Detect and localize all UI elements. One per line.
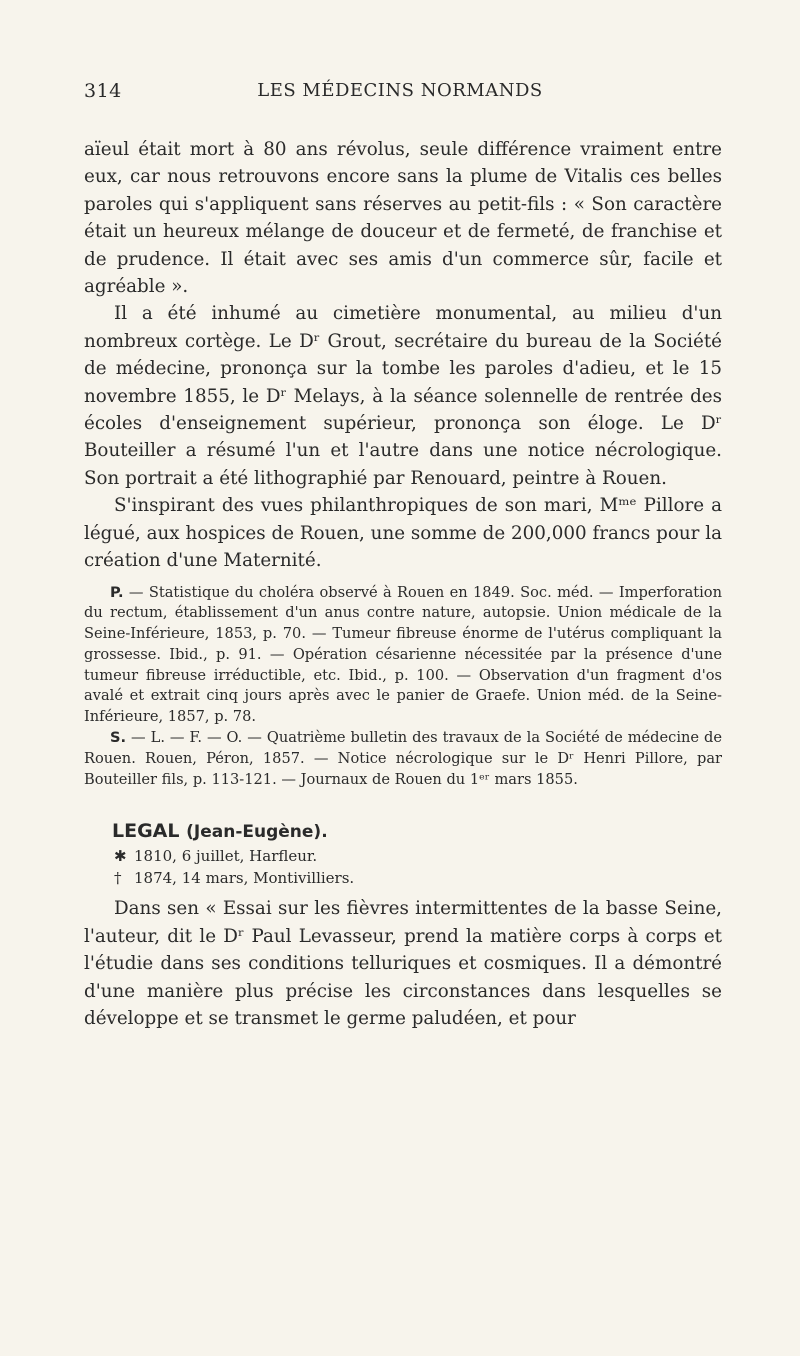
page-number: 314 <box>84 80 122 102</box>
bib-key-p: P. <box>110 583 124 601</box>
bibliography-p <box>84 583 722 729</box>
birth-line <box>114 845 722 867</box>
page-body <box>84 136 722 1033</box>
death-text: 1874, 14 mars, Montivilliers. <box>134 869 355 888</box>
entry-given-names: (Jean-Eugène). <box>186 822 328 843</box>
paragraph-2: Il a été inhumé au cimetière monumental, au milieu d'un nombreux cortège. Le Dʳ Grout, secrétaire du bureau de la Société de médecine, prononça sur la tombe les paroles d'adieu, et le 15 novembre 1855, le Dʳ Melays, à la séance solennelle de rentrée des écoles d'enseignement supérieur, prononça son éloge. Le Dʳ Bouteiller a résumé l'un et l'autre dans une notice nécrologique. Son portrait a été lithographié par Renouard, peintre à Rouen. <box>84 303 722 489</box>
paragraph-1: aïeul était mort à 80 ans révolus, seule différence vraiment entre eux, car nous retrouvons encore sans la plume de Vitalis ces belles paroles qui s'appliquent sans réserves au petit-fils : « Son caractère était un heureux mélange de douceur et de fermeté, de franchise et de prudence. Il était avec ses amis d'un commerce sûr, facile et agréable ». <box>84 139 722 298</box>
birth-text: 1810, 6 juillet, Harfleur. <box>134 847 318 866</box>
running-title: LES MÉDECINS NORMANDS <box>257 80 543 101</box>
birth-star-icon: ✱ <box>114 847 127 866</box>
bib-text-p: — Statistique du choléra observé à Rouen en 1849. Soc. méd. — Imperforation du rectum, établissement d'un anus contre nature, autopsie. Union médicale de la Seine-Inférieure, 1853, p. 70. — Tumeur fibreuse énorme de l'utérus compliquant la grossesse. Ibid., p. 91. — Opération césarienne nécessitée par la présence d'une tumeur fibreuse irréductible, etc. Ibid., p. 100. — Observation d'un fragment d'os avalé et extrait cinq jours après avec le panier de Graefe. Union méd. de la Seine-Inférieure, 1857, p. 78. <box>84 583 722 726</box>
bibliography-s <box>84 728 722 790</box>
entry-heading <box>112 818 722 845</box>
entry-paragraph: Dans sen « Essai sur les fièvres intermittentes de la basse Seine, l'auteur, dit le Dʳ Paul Levasseur, prend la matière corps à corps et l'étudie dans ses conditions telluriques et cosmiques. Il a démontré d'une manière plus précise les circonstances dans lesquelles se développe et se transmet le germe paludéen, et pour <box>84 898 722 1030</box>
bib-key-s: S. <box>110 729 127 747</box>
entry-surname: LEGAL <box>112 820 180 843</box>
page-header <box>0 80 800 110</box>
death-dagger-icon: † <box>114 869 122 888</box>
paragraph-3: S'inspirant des vues philanthropiques de son mari, Mᵐᵉ Pillore a légué, aux hospices de Rouen, une somme de 200,000 francs pour la création d'une Maternité. <box>84 495 722 572</box>
bib-text-s: — L. — F. — O. — Quatrième bulletin des travaux de la Société de médecine de Rouen. Rouen, Péron, 1857. — Notice nécrologique sur le Dʳ Henri Pillore, par Bouteiller fils, p. 113-121. — Journaux de Rouen du 1ᵉʳ mars 1855. <box>84 729 722 788</box>
death-line <box>114 867 722 889</box>
